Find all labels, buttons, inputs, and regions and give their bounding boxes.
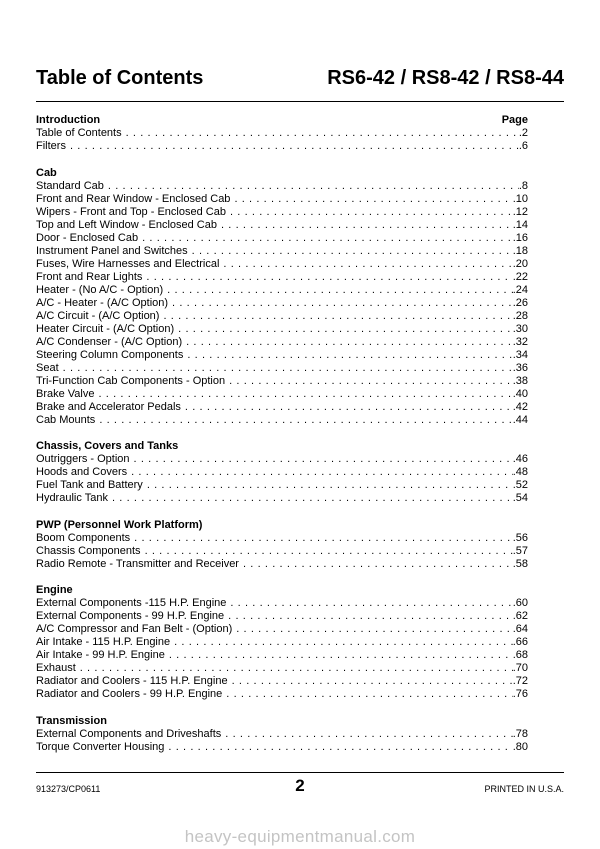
dot-leader — [112, 492, 513, 505]
entry-title: Air Intake - 99 H.P. Engine — [36, 649, 165, 661]
entry-page: .18 — [512, 244, 528, 257]
toc-entry[interactable] — [36, 388, 528, 401]
dot-leader — [172, 297, 513, 310]
entry-page: .34 — [512, 348, 528, 361]
dot-leader — [167, 284, 513, 297]
entry-title: Front and Rear Window - Enclosed Cab — [36, 192, 231, 205]
toc-entry[interactable] — [36, 206, 528, 219]
entry-page: .76 — [512, 688, 528, 700]
entry-title: Brake and Accelerator Pedals — [36, 400, 181, 413]
entry-title: Air Intake - 115 H.P. Engine — [36, 636, 171, 648]
entry-page: .46 — [512, 453, 528, 465]
entry-title: Boom Components — [36, 531, 131, 544]
entry-page: .62 — [512, 610, 528, 622]
toc-entry[interactable] — [36, 492, 528, 505]
table-of-contents — [36, 114, 528, 767]
entry-title: Hydraulic Tank — [36, 492, 108, 504]
section-heading: PWP (Personnel Work Platform) — [36, 518, 203, 531]
toc-entry[interactable] — [36, 414, 528, 427]
toc-section — [36, 584, 528, 701]
entry-page: .57 — [512, 544, 528, 557]
entry-page: .12 — [512, 205, 528, 218]
entry-page: .66 — [512, 636, 528, 648]
dot-leader — [134, 532, 513, 545]
dot-leader — [147, 479, 513, 492]
dot-leader — [174, 636, 513, 649]
entry-title: External Components -115 H.P. Engine — [36, 597, 227, 609]
dot-leader — [192, 245, 513, 258]
dot-leader — [70, 140, 519, 153]
toc-entry[interactable] — [36, 623, 528, 636]
dot-leader — [126, 127, 519, 140]
footer-divider — [36, 772, 564, 773]
dot-leader — [131, 466, 513, 479]
toc-section — [36, 440, 528, 505]
toc-section — [36, 715, 528, 754]
toc-entry[interactable] — [36, 466, 528, 479]
dot-leader — [178, 323, 513, 336]
entry-page: .80 — [512, 740, 528, 753]
toc-entry[interactable] — [36, 310, 528, 323]
entry-page: .6 — [518, 140, 528, 152]
dot-leader — [236, 623, 512, 636]
entry-page: .32 — [512, 335, 528, 348]
entry-title: Front and Rear Lights — [36, 270, 143, 283]
entry-title: Standard Cab — [36, 179, 104, 192]
toc-entry[interactable] — [36, 297, 528, 310]
toc-entry[interactable] — [36, 271, 528, 284]
entry-title: Heater - (No A/C - Option) — [36, 283, 164, 296]
entry-page: .44 — [512, 413, 528, 426]
entry-page: .54 — [512, 492, 528, 504]
entry-page: .70 — [512, 662, 528, 674]
entry-title: A/C Condenser - (A/C Option) — [36, 335, 183, 348]
dot-leader — [221, 219, 513, 232]
entry-page: .58 — [512, 557, 528, 570]
entry-title: Radio Remote - Transmitter and Receiver — [36, 557, 239, 570]
entry-title: Torque Converter Housing — [36, 740, 165, 753]
dot-leader — [243, 558, 513, 571]
header-divider — [36, 101, 564, 102]
page-number: 2 — [295, 776, 305, 795]
toc-entry[interactable] — [36, 258, 528, 271]
toc-entry[interactable] — [36, 688, 528, 701]
toc-section — [36, 167, 528, 427]
section-heading: Engine — [36, 584, 73, 596]
page-title: Table of Contents — [36, 67, 204, 89]
dot-leader — [223, 258, 512, 271]
entry-title: Filters — [36, 140, 66, 152]
entry-title: Tri-Function Cab Components - Option — [36, 374, 226, 387]
entry-title: Table of Contents — [36, 127, 122, 139]
entry-page: .16 — [512, 231, 528, 244]
dot-leader — [80, 662, 513, 675]
entry-title: Instrument Panel and Switches — [36, 244, 188, 257]
toc-entry[interactable] — [36, 558, 528, 571]
dot-leader — [168, 741, 512, 754]
toc-section — [36, 114, 528, 153]
entry-page: .36 — [512, 361, 528, 374]
dot-leader — [169, 649, 513, 662]
entry-page: .68 — [512, 649, 528, 661]
entry-title: External Components - 99 H.P. Engine — [36, 610, 225, 622]
entry-page: .28 — [512, 309, 528, 322]
toc-entry[interactable] — [36, 232, 528, 245]
section-heading: Transmission — [36, 714, 107, 727]
entry-title: Door - Enclosed Cab — [36, 231, 139, 244]
toc-entry[interactable] — [36, 545, 528, 558]
entry-title: Cab Mounts — [36, 413, 96, 426]
toc-entry[interactable] — [36, 336, 528, 349]
toc-entry[interactable] — [36, 610, 528, 623]
dot-leader — [134, 453, 513, 466]
dot-leader — [225, 728, 512, 741]
dot-leader — [187, 349, 512, 362]
toc-entry[interactable] — [36, 140, 528, 153]
toc-entry[interactable] — [36, 323, 528, 336]
entry-title: Radiator and Coolers - 115 H.P. Engine — [36, 675, 228, 687]
entry-page: .48 — [512, 466, 528, 478]
dot-leader — [99, 414, 512, 427]
entry-title: External Components and Driveshafts — [36, 727, 222, 740]
entry-page: .72 — [512, 675, 528, 687]
entry-page: .22 — [512, 270, 528, 283]
entry-page: .2 — [518, 127, 528, 139]
toc-entry[interactable] — [36, 649, 528, 662]
entry-title: Fuses, Wire Harnesses and Electrical — [36, 257, 220, 270]
toc-entry[interactable] — [36, 453, 528, 466]
entry-title: Steering Column Components — [36, 348, 184, 361]
dot-leader — [146, 271, 512, 284]
toc-entry[interactable] — [36, 401, 528, 414]
entry-page: .60 — [512, 597, 528, 609]
dot-leader — [228, 610, 513, 623]
section-heading: Chassis, Covers and Tanks — [36, 440, 179, 452]
entry-page: .20 — [512, 257, 528, 270]
toc-entry[interactable] — [36, 349, 528, 362]
toc-entry[interactable] — [36, 284, 528, 297]
entry-page: .10 — [512, 192, 528, 205]
entry-page: .30 — [512, 322, 528, 335]
entry-title: A/C Circuit - (A/C Option) — [36, 309, 160, 322]
dot-leader — [145, 545, 513, 558]
entry-title: Chassis Components — [36, 544, 141, 557]
entry-title: A/C Compressor and Fan Belt - (Option) — [36, 623, 233, 635]
dot-leader — [108, 180, 519, 193]
entry-title: Exhaust — [36, 662, 76, 674]
toc-section — [36, 519, 528, 571]
dot-leader — [234, 193, 512, 206]
dot-leader — [163, 310, 512, 323]
toc-entry[interactable] — [36, 479, 528, 492]
entry-page: .26 — [512, 296, 528, 309]
entry-title: Hoods and Covers — [36, 466, 128, 478]
section-heading: Introduction — [36, 114, 101, 126]
entry-page: .24 — [512, 283, 528, 296]
watermark: heavy-equipmentmanual.com — [184, 827, 416, 846]
dot-leader — [186, 336, 513, 349]
dot-leader — [230, 597, 512, 610]
toc-entry[interactable] — [36, 532, 528, 545]
dot-leader — [229, 375, 513, 388]
dot-leader — [185, 401, 513, 414]
toc-entry[interactable] — [36, 245, 528, 258]
entry-page: .40 — [512, 387, 528, 400]
entry-page: .56 — [512, 531, 528, 544]
dot-leader — [99, 388, 513, 401]
entry-page: .42 — [512, 400, 528, 413]
toc-entry[interactable] — [36, 127, 528, 140]
entry-title: Seat — [36, 361, 59, 374]
page-column-label: Page — [501, 114, 528, 126]
entry-title: Fuel Tank and Battery — [36, 479, 143, 491]
entry-page: .38 — [512, 374, 528, 387]
dot-leader — [226, 688, 512, 701]
entry-page: .52 — [512, 479, 528, 491]
section-heading: Cab — [36, 166, 57, 179]
dot-leader — [142, 232, 513, 245]
model-numbers: RS6-42 / RS8-42 / RS8-44 — [327, 67, 564, 89]
toc-entry[interactable] — [36, 219, 528, 232]
toc-entry[interactable] — [36, 662, 528, 675]
entry-page: .78 — [512, 727, 528, 740]
dot-leader — [230, 206, 513, 219]
entry-title: Top and Left Window - Enclosed Cab — [36, 218, 217, 231]
toc-entry[interactable] — [36, 597, 528, 610]
entry-page: .14 — [512, 218, 528, 231]
entry-title: Outriggers - Option — [36, 453, 130, 465]
toc-entry[interactable] — [36, 180, 528, 193]
dot-leader — [63, 362, 513, 375]
toc-entry[interactable] — [36, 375, 528, 388]
entry-page: .8 — [518, 179, 528, 192]
entry-title: Radiator and Coolers - 99 H.P. Engine — [36, 688, 223, 700]
document-code: 913273/CP0611 — [36, 784, 101, 794]
entry-page: .64 — [512, 623, 528, 635]
entry-title: Wipers - Front and Top - Enclosed Cab — [36, 205, 226, 218]
toc-entry[interactable] — [36, 741, 528, 754]
toc-entry[interactable] — [36, 728, 528, 741]
printed-in: PRINTED IN U.S.A. — [484, 784, 564, 794]
entry-title: A/C - Heater - (A/C Option) — [36, 296, 169, 309]
toc-entry[interactable] — [36, 636, 528, 649]
entry-title: Heater Circuit - (A/C Option) — [36, 322, 175, 335]
entry-title: Brake Valve — [36, 387, 95, 400]
toc-entry[interactable] — [36, 675, 528, 688]
toc-entry[interactable] — [36, 193, 528, 206]
dot-leader — [232, 675, 513, 688]
toc-entry[interactable] — [36, 362, 528, 375]
